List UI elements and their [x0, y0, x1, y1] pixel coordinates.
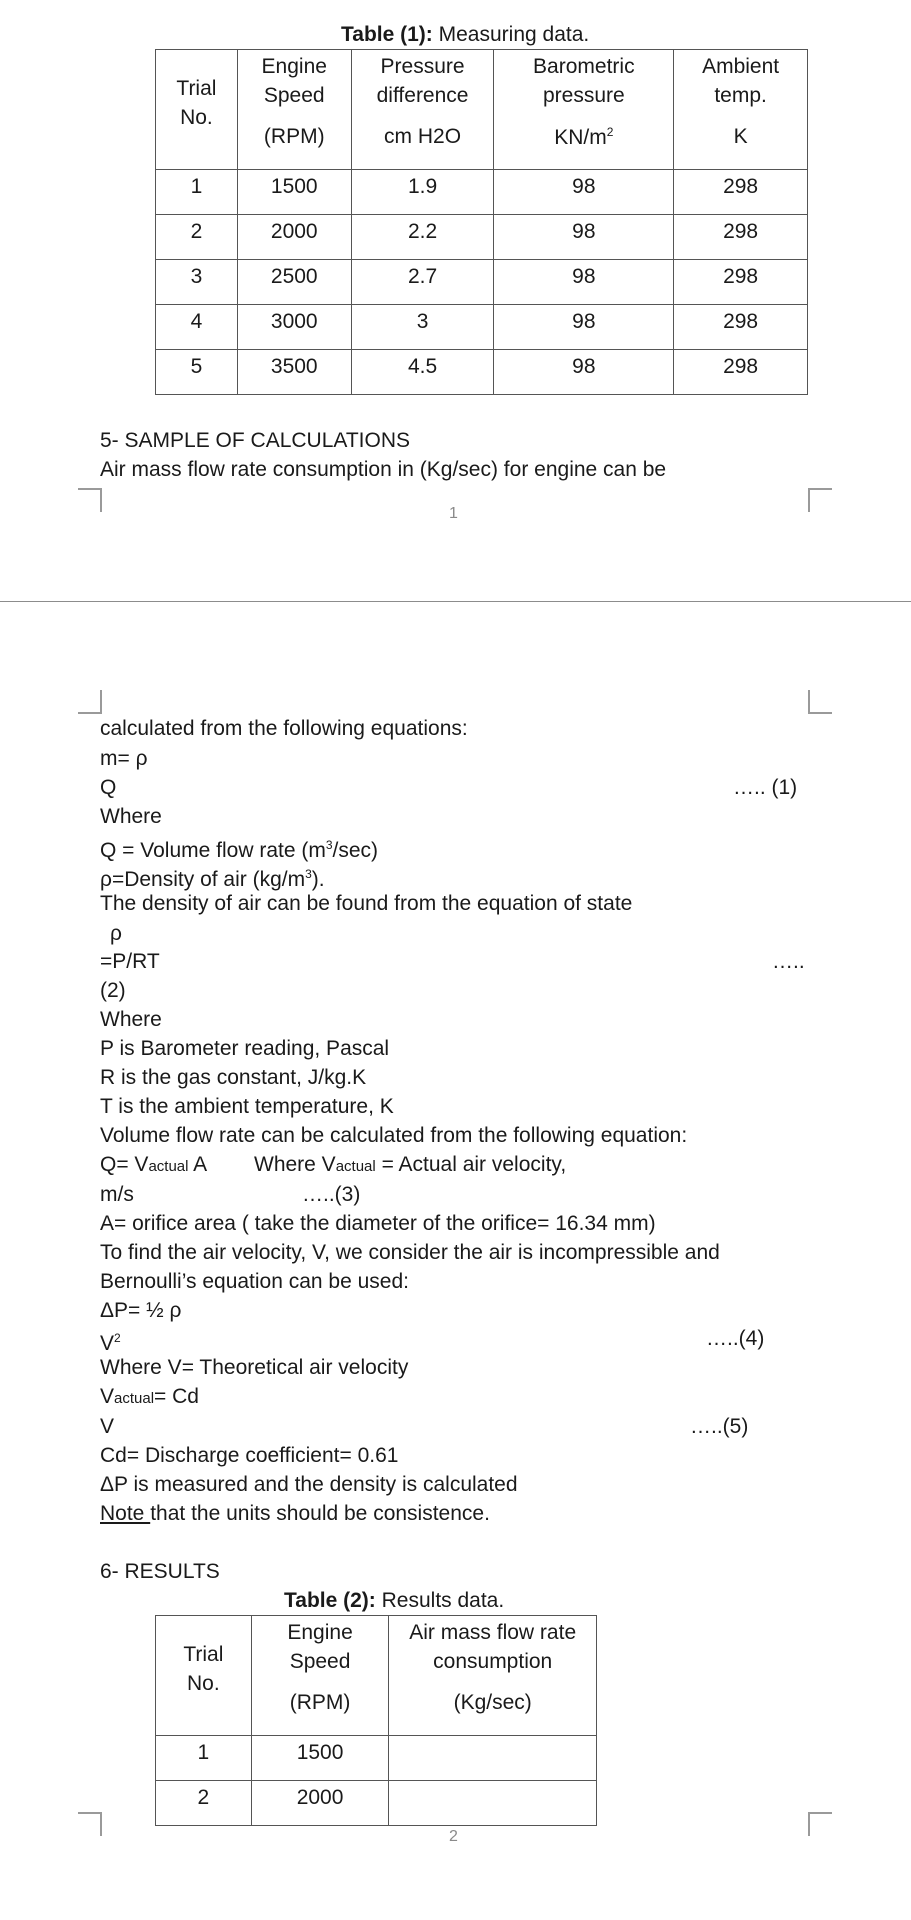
table1-header-barometric: Barometric pressure $KN/m^2$: [494, 50, 674, 170]
page1-number: 1: [449, 505, 458, 522]
table2-row: [156, 1781, 597, 1826]
table1-caption: Table (1): Measuring data.: [341, 23, 590, 46]
table2-header-trial: Trial No.: [156, 1616, 252, 1736]
table1-row: [156, 260, 808, 305]
page2-margin-mark-right: [808, 690, 832, 714]
equation-v-squared: $V^2$: [100, 1331, 121, 1355]
text-line: ΔP is measured and the density is calculated: [100, 1473, 518, 1496]
table1-cell: 1.9: [351, 170, 494, 215]
equation-number-4: …..(4): [706, 1327, 765, 1350]
text-line: Where: [100, 1008, 162, 1031]
table2-cell: [389, 1736, 597, 1781]
table2-cell: 2000: [251, 1781, 389, 1826]
page1-margin-mark-left: [78, 488, 102, 512]
table1-cell: 98: [494, 350, 674, 395]
table1-cell: 2.7: [351, 260, 494, 305]
table1-row: [156, 215, 808, 260]
text-line: The density of air can be found from the equation of state: [100, 892, 633, 915]
table1-header-speed: Engine Speed (RPM): [237, 50, 351, 170]
definition-cd: Cd= Discharge coefficient= 0.61: [100, 1444, 399, 1467]
table2-header-row: [156, 1616, 597, 1736]
table1-cell: 298: [674, 170, 808, 215]
table1-header-ambient: Ambient temp. K: [674, 50, 808, 170]
table1-cell: 298: [674, 260, 808, 305]
definition-t: T is the ambient temperature, K: [100, 1095, 394, 1118]
table1-cell: 298: [674, 215, 808, 260]
definition-v-actual: Where Vactual = Actual air velocity,: [254, 1153, 567, 1176]
definition-q: Q = Volume flow rate $(m^3/\sec)$: [100, 838, 379, 862]
note-line: Note that the units should be consistence.: [100, 1502, 490, 1525]
table1-cell: 4.5: [351, 350, 494, 395]
definition-v: Where V= Theoretical air velocity: [100, 1356, 409, 1379]
section5-heading: 5- SAMPLE OF CALCULATIONS: [100, 429, 411, 452]
page2-bottom-margin-mark-left: [78, 1812, 102, 1836]
table1-cell: 2000: [237, 215, 351, 260]
equation-number-5: …..(5): [690, 1415, 749, 1438]
definition-r: R is the gas constant, J/kg.K: [100, 1066, 367, 1089]
table1-row: [156, 350, 808, 395]
table1-row: [156, 305, 808, 350]
table2-header-speed: Engine Speed (RPM): [251, 1616, 389, 1736]
table1-header-trial: Trial No.: [156, 50, 238, 170]
table1-cell: 298: [674, 305, 808, 350]
table2-cell: [389, 1781, 597, 1826]
table1-header-pressure: Pressure difference cm H2O: [351, 50, 494, 170]
unit-text: m/s: [100, 1183, 134, 1206]
table1-cell: 298: [674, 350, 808, 395]
page-divider: [0, 601, 911, 602]
equation-dots-2: …..: [772, 950, 805, 973]
table1-cell: 3: [351, 305, 494, 350]
section6-heading: 6- RESULTS: [100, 1560, 220, 1583]
table1-cell: 1: [156, 170, 238, 215]
text-line: Where: [100, 805, 162, 828]
table2-cell: 1500: [251, 1736, 389, 1781]
table2-caption: Table (2): Results data.: [284, 1589, 505, 1612]
definition-a: A= orifice area ( take the diameter of the orifice= 16.34 mm): [100, 1212, 656, 1235]
table1-cell: 1500: [237, 170, 351, 215]
equation-v: V: [100, 1415, 115, 1438]
table1-cell: 2.2: [351, 215, 494, 260]
section5-intro: Air mass flow rate consumption in (Kg/sec) for engine can be: [100, 458, 667, 481]
equation-number-3: …..(3): [302, 1183, 361, 1206]
table1-cell: 98: [494, 215, 674, 260]
equation-number-1: ….. (1): [733, 776, 798, 799]
equation-bernoulli: ΔP= ½ ρ: [100, 1299, 182, 1322]
measuring-data-table: [155, 49, 808, 395]
page2-bottom-margin-mark-right: [808, 1812, 832, 1836]
text-line: calculated from the following equations:: [100, 717, 468, 740]
table1-row: [156, 170, 808, 215]
table2-row: [156, 1736, 597, 1781]
equation-v-actual: Vactual= Cd: [100, 1385, 199, 1408]
table1-cell: 98: [494, 305, 674, 350]
definition-p: P is Barometer reading, Pascal: [100, 1037, 390, 1060]
table1-cell: 3: [156, 260, 238, 305]
table1-cell: 4: [156, 305, 238, 350]
page2-number: 2: [449, 1828, 458, 1845]
table2-cell: 2: [156, 1781, 252, 1826]
table1-cell: 98: [494, 170, 674, 215]
text-line: To find the air velocity, V, we consider the air is incompressible and: [100, 1241, 720, 1264]
table1-cell: 98: [494, 260, 674, 305]
table1-cell: 2500: [237, 260, 351, 305]
table2-cell: 1: [156, 1736, 252, 1781]
equation-m: m= ρ: [100, 747, 148, 770]
table2-header-flow: Air mass flow rate consumption (Kg/sec): [389, 1616, 597, 1736]
equation-state: =P/RT: [100, 950, 160, 973]
equation-volume-flow: Q= Vactual A: [100, 1153, 208, 1176]
page2-margin-mark-left: [78, 690, 102, 714]
text-line: Volume flow rate can be calculated from the following equation:: [100, 1124, 688, 1147]
table1-header-row: [156, 50, 808, 170]
equation-number-2: (2): [100, 979, 126, 1002]
table1-cell: 5: [156, 350, 238, 395]
definition-rho: ρ=Density of air $(kg/m^3)$.: [100, 867, 325, 891]
equation-q: Q: [100, 776, 117, 799]
table1-cell: 3500: [237, 350, 351, 395]
equation-rho: ρ: [110, 922, 122, 945]
table1-cell: 3000: [237, 305, 351, 350]
page1-margin-mark-right: [808, 488, 832, 512]
text-line: Bernoulli’s equation can be used:: [100, 1270, 410, 1293]
results-data-table: [155, 1615, 597, 1826]
table1-cell: 2: [156, 215, 238, 260]
